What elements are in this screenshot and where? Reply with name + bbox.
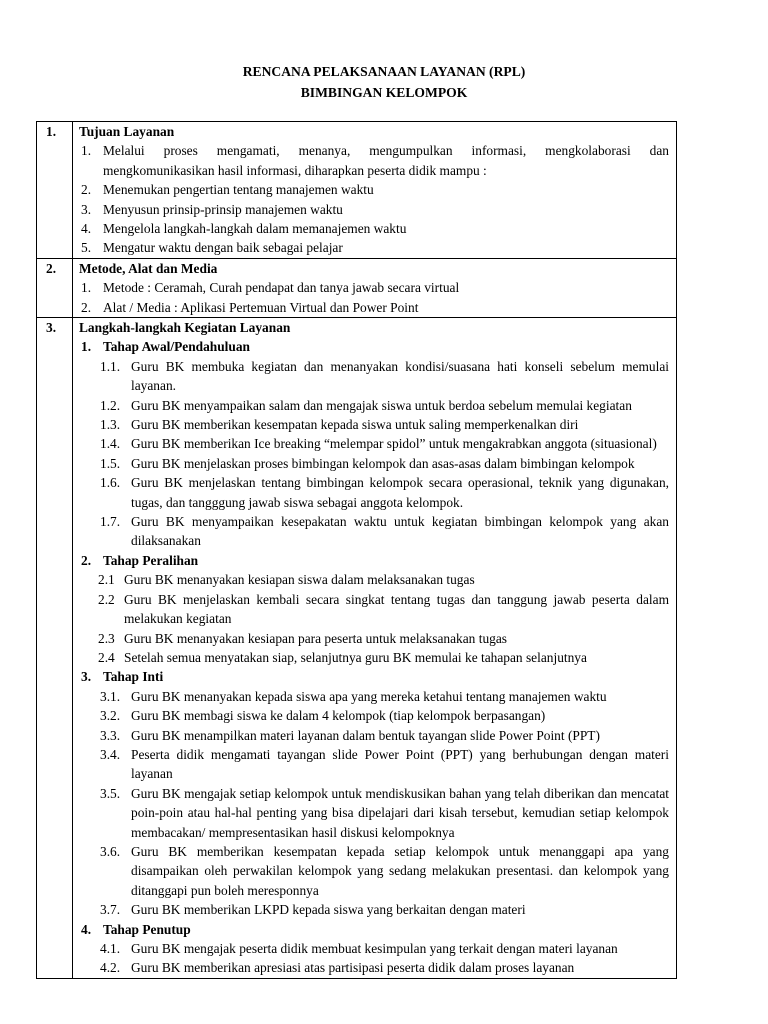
stage-heading xyxy=(79,337,669,356)
list-item xyxy=(79,958,669,977)
list-marker: 5. xyxy=(81,240,92,256)
list-item xyxy=(79,570,669,589)
list-text: Guru BK memberikan Ice breaking “melempar spidol” untuk mengakrabkan anggota (situasional) xyxy=(131,436,657,452)
stage-marker: 1. xyxy=(81,339,92,355)
list-text: Guru BK memberikan apresiasi atas partisipasi peserta didik dalam proses layanan xyxy=(131,960,575,976)
list-marker: 1. xyxy=(81,143,92,159)
list-text: Guru BK menjelaskan tentang bimbingan kelompok secara operasional, teknik yang digunakan, tugas, dan tangggung jawab siswa sebagai anggota kelompok. xyxy=(131,475,669,510)
list-text: Guru BK membagi siswa ke dalam 4 kelompok (tiap kelompok berpasangan) xyxy=(131,708,546,724)
section-number: 3. xyxy=(37,318,73,979)
list-text: Melalui proses mengamati, menanya, mengumpulkan informasi, mengkolaborasi dan mengkomunikasikan hasil informasi, diharapkan peserta didik mampu : xyxy=(103,143,669,178)
section-number: 2. xyxy=(37,258,73,317)
list-marker: 1.5. xyxy=(100,455,121,471)
list-item xyxy=(79,434,669,453)
list-text: Alat / Media : Aplikasi Pertemuan Virtual dan Power Point xyxy=(103,299,419,315)
section-row-langkah xyxy=(37,318,677,979)
list-item xyxy=(79,278,669,297)
section-title: Tujuan Layanan xyxy=(79,124,175,139)
list-item xyxy=(79,298,669,317)
section-title: Langkah-langkah Kegiatan Layanan xyxy=(79,320,291,336)
stage-heading xyxy=(79,551,669,570)
stage-title: Tahap Penutup xyxy=(103,921,191,937)
list-item xyxy=(79,629,669,648)
list-item xyxy=(79,180,669,199)
section-title: Metode, Alat dan Media xyxy=(79,260,218,276)
list-marker: 1.3. xyxy=(100,417,121,433)
list-item xyxy=(79,745,669,784)
list-item xyxy=(79,939,669,958)
list-text: Menyusun prinsip-prinsip manajemen waktu xyxy=(103,201,343,217)
list-item xyxy=(79,219,669,238)
rpl-table xyxy=(36,121,677,979)
list-text: Guru BK menanyakan kesiapan siswa dalam melaksanakan tugas xyxy=(124,572,475,588)
list-marker: 3.6. xyxy=(100,843,121,859)
list-marker: 4.2. xyxy=(100,960,121,976)
list-text: Guru BK menanyakan kesiapan para peserta untuk melaksanakan tugas xyxy=(124,630,507,646)
list-marker: 1.6. xyxy=(100,475,121,491)
list-text: Guru BK menyampaikan salam dan mengajak siswa untuk berdoa sebelum memulai kegiatan xyxy=(131,397,632,413)
section-content xyxy=(73,318,677,979)
list-text: Guru BK memberikan kesempatan kepada siswa untuk saling memperkenalkan diri xyxy=(131,417,579,433)
list-text: Peserta didik mengamati tayangan slide Power Point (PPT) yang berhubungan dengan materi layanan xyxy=(131,746,669,782)
list-item xyxy=(79,415,669,434)
list-marker: 3. xyxy=(81,201,92,217)
stage-marker: 4. xyxy=(81,921,92,937)
section-content xyxy=(73,122,677,259)
list-item xyxy=(79,200,669,219)
list-text: Guru BK menampilkan materi layanan dalam bentuk tayangan slide Power Point (PPT) xyxy=(131,727,600,743)
list-text: Guru BK menyampaikan kesepakatan waktu untuk kegiatan bimbingan kelompok yang akan dilaksanakan xyxy=(131,514,669,549)
stage-heading xyxy=(79,667,669,686)
document-title: RENCANA PELAKSANAAN LAYANAN (RPL) xyxy=(242,64,526,79)
stage-title: Tahap Peralihan xyxy=(103,552,199,568)
list-marker: 1.4. xyxy=(100,436,121,452)
list-marker: 2. xyxy=(81,182,92,198)
section-content xyxy=(73,258,677,317)
list-text: Guru BK membuka kegiatan dan menanyakan kondisi/suasana hati konseli sebelum memulai layanan. xyxy=(131,358,669,394)
list-marker: 3.5. xyxy=(100,785,121,801)
list-text: Metode : Ceramah, Curah pendapat dan tanya jawab secara virtual xyxy=(103,280,460,296)
list-item xyxy=(79,357,669,396)
list-item xyxy=(79,648,669,667)
section-number: 1. xyxy=(37,122,73,259)
list-marker: 4.1. xyxy=(100,941,121,957)
list-text: Menemukan pengertian tentang manajemen waktu xyxy=(103,182,374,198)
list-marker: 3.2. xyxy=(100,708,121,724)
list-item xyxy=(79,238,669,257)
list-text: Guru BK menanyakan kepada siswa apa yang mereka ketahui tentang manajemen waktu xyxy=(131,688,607,704)
list-marker: 1.2. xyxy=(100,397,121,413)
list-text: Guru BK menjelaskan proses bimbingan kelompok dan asas-asas dalam bimbingan kelompok xyxy=(131,455,635,471)
stage-marker: 3. xyxy=(81,669,92,685)
list-marker: 1. xyxy=(81,280,92,296)
list-item xyxy=(79,706,669,725)
list-text: Guru BK mengajak setiap kelompok untuk mendiskusikan bahan yang telah diberikan dan mencatat poin-poin atau hal-hal penting yang bisa dipelajari dari kisah tersebut, kemudian setiap kelompok membacakan/ mempresentasikan hasil diskusi kelompoknya xyxy=(131,785,669,840)
list-item xyxy=(79,900,669,919)
list-marker: 2.4 xyxy=(98,649,115,665)
list-item xyxy=(79,454,669,473)
list-marker: 3.7. xyxy=(100,902,121,918)
document-title-block xyxy=(0,62,768,104)
list-item xyxy=(79,726,669,745)
list-item xyxy=(79,473,669,512)
list-marker: 2. xyxy=(81,299,92,315)
stage-marker: 2. xyxy=(81,552,92,568)
list-item xyxy=(79,842,669,900)
list-item xyxy=(79,784,669,842)
list-marker: 2.2 xyxy=(98,591,115,607)
list-marker: 2.1 xyxy=(98,572,115,588)
document-subtitle: BIMBINGAN KELOMPOK xyxy=(300,85,468,100)
stage-title: Tahap Inti xyxy=(103,669,164,685)
list-marker: 4. xyxy=(81,221,92,237)
list-marker: 2.3 xyxy=(98,630,115,646)
list-item xyxy=(79,141,669,180)
list-marker: 1.7. xyxy=(100,514,121,530)
list-marker: 1.1. xyxy=(100,358,121,374)
list-text: Mengelola langkah-langkah dalam memanajemen waktu xyxy=(103,221,407,237)
stage-heading xyxy=(79,920,669,939)
section-row-tujuan xyxy=(37,122,677,259)
list-text: Guru BK menjelaskan kembali secara singkat tentang tugas dan tanggung jawab peserta dalam melakukan kegiatan xyxy=(124,591,669,627)
list-text: Guru BK memberikan LKPD kepada siswa yang berkaitan dengan materi xyxy=(131,902,526,918)
list-item xyxy=(79,687,669,706)
list-marker: 3.1. xyxy=(100,688,121,704)
list-text: Guru BK memberikan kesempatan kepada setiap kelompok untuk menanggapi apa yang disampaikan oleh perwakilan kelompok yang sedang melakukan presentasi. dan kelompok yang ditanggapi pun boleh meresponnya xyxy=(131,843,669,898)
list-item xyxy=(79,512,669,551)
list-item xyxy=(79,396,669,415)
list-text: Guru BK mengajak peserta didik membuat kesimpulan yang terkait dengan materi layanan xyxy=(131,941,618,957)
list-text: Setelah semua menyatakan siap, selanjutnya guru BK memulai ke tahapan selanjutnya xyxy=(124,649,587,665)
list-text: Mengatur waktu dengan baik sebagai pelajar xyxy=(103,240,343,256)
section-row-metode xyxy=(37,258,677,317)
list-item xyxy=(79,590,669,629)
list-marker: 3.4. xyxy=(100,746,121,762)
stage-title: Tahap Awal/Pendahuluan xyxy=(103,339,250,355)
list-marker: 3.3. xyxy=(100,727,121,743)
